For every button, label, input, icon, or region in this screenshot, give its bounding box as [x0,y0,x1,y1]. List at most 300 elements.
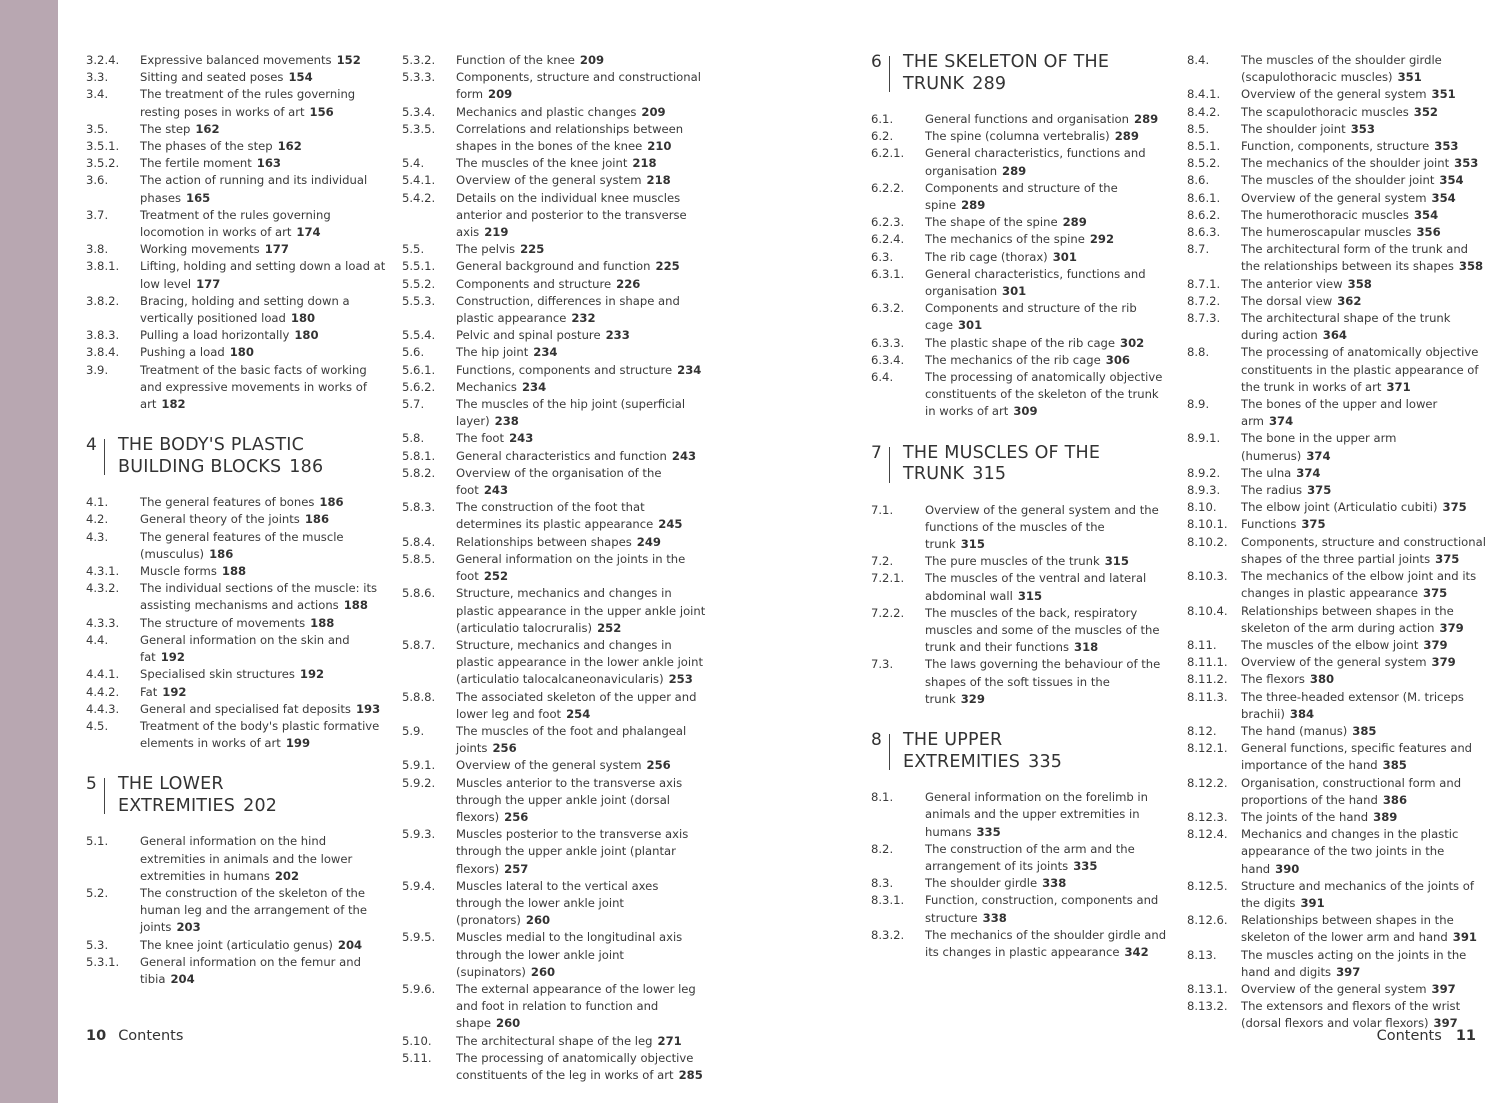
section-title [925,875,1167,892]
section-number: 8.6.3. [1187,225,1221,240]
toc-entry [86,327,386,344]
section-title-text: The step [140,121,191,136]
section-number: 3.8.3. [86,328,120,343]
section-title [456,69,707,103]
toc-entry [871,128,1167,145]
toc-entry [86,701,386,718]
section-title [925,570,1167,604]
section-title [456,155,707,172]
page-number: 358 [1347,276,1372,291]
section-number: 6.3.1. [871,266,905,281]
section-title-text: General information on the forelimb in animals and the upper extremities in humans [925,790,1148,839]
toc-entry [86,563,386,580]
toc-entry [1187,637,1487,654]
section-title-text: Mechanics and plastic changes [456,104,637,119]
section-title-text: The knee joint (articulatio genus) [140,937,333,952]
toc-entry [871,335,1167,352]
section-number: 8.7. [1187,242,1210,257]
section-number: 5.11. [402,1050,432,1065]
section-title [1241,172,1487,189]
page-number: 188 [221,564,247,579]
section-title-text: Muscles posterior to the transverse axis through the upper ankle joint (plantar flexors) [456,827,689,876]
section-number: 5.4.2. [402,190,436,205]
section-title [925,266,1167,300]
page-number: 177 [264,242,289,257]
section-number: 3.3. [86,70,109,85]
page-number: 254 [566,706,591,721]
toc-entry [871,875,1167,892]
section-number: 5.8. [402,431,425,446]
toc-entry [402,689,707,723]
section-title [1241,981,1487,998]
toc-entry [871,214,1167,231]
section-title [925,111,1167,128]
section-title-text: The humerothoracic muscles [1241,207,1409,222]
toc-entry [871,300,1167,334]
section-number: 5.7. [402,397,425,412]
toc-entry [402,637,707,689]
section-number: 8.3.1. [871,893,905,908]
toc-entry [402,1033,707,1050]
toc-entry [871,502,1167,554]
section-title-text: The phases of the step [140,139,273,154]
left-page-number: 10 [86,1028,107,1044]
toc-entry [871,789,1167,841]
section-title-text: General functions, specific features and importance of the hand [1241,741,1473,773]
section-number: 5.9.3. [402,827,436,842]
toc-entry [402,190,707,242]
section-title [1241,912,1487,946]
section-number: 8.10.3. [1187,569,1228,584]
section-number: 8.6. [1187,173,1210,188]
toc-entry [402,430,707,447]
chapter-page: 202 [243,795,278,816]
section-number: 5.8.8. [402,689,436,704]
section-number: 5.10. [402,1033,432,1048]
section-title-text: General characteristics and function [456,448,667,463]
section-number: 5.9.4. [402,878,436,893]
section-title-text: The hip joint [456,345,529,360]
section-title-text: Correlations and relationships between shapes in the bones of the knee [456,121,684,154]
section-title-text: Muscle forms [140,564,217,579]
toc-entry [402,155,707,172]
section-number: 6.3.3. [871,335,905,350]
toc-entry [1187,689,1487,723]
page-number: 386 [1382,792,1408,807]
toc-entry [402,585,707,637]
section-title-text: Overview of the general system [1241,981,1427,996]
section-title [456,981,707,1033]
chapter-heading [86,774,386,817]
section-title [140,615,386,632]
page-number: 193 [355,701,381,716]
section-number: 6.4. [871,370,894,385]
toc-entry [402,1050,707,1084]
section-number: 7.2.2. [871,605,905,620]
section-number: 8.12. [1187,723,1217,738]
page-number: 271 [657,1033,682,1048]
page-number: 385 [1352,723,1377,738]
toc-column-2 [402,52,707,1084]
page-number: 174 [296,225,321,240]
section-number: 8.12.5. [1187,878,1228,893]
toc-entry [86,52,386,69]
section-number: 5.6.1. [402,362,436,377]
chapter-title-text: THE BODY'S PLASTIC BUILDING BLOCKS [118,435,305,477]
section-title-text: The architectural form of the trunk and the relationships between its shapes [1241,242,1469,274]
toc-entry [1187,671,1487,688]
section-title [925,300,1167,334]
toc-entry [86,954,386,988]
page-number: 192 [160,650,185,665]
section-number: 8.13. [1187,947,1217,962]
section-title [456,52,707,69]
section-number: 6.3. [871,249,894,264]
page-number: 289 [1114,129,1139,144]
section-title-text: The individual sections of the muscle: its assisting mechanisms and actions [140,581,378,613]
page-number: 252 [597,620,622,635]
section-title [1241,276,1487,293]
toc-entry [402,981,707,1033]
section-number: 8.5. [1187,121,1210,136]
section-title-text: Treatment of the body's plastic formative elements in works of art [140,718,380,751]
section-number: 5.6.2. [402,379,436,394]
section-number: 5.8.7. [402,637,436,652]
section-title [925,369,1167,421]
section-number: 5.9.1. [402,758,436,773]
page-number: 315 [1104,554,1129,569]
page-number: 182 [161,397,186,412]
section-number: 8.12.4. [1187,827,1228,842]
section-number: 3.8. [86,242,109,257]
toc-column-1 [86,52,386,988]
section-number: 5.5. [402,242,425,257]
page-number: 353 [1350,121,1375,136]
page-number: 238 [494,414,519,429]
toc-entry [402,52,707,69]
toc-entry [1187,310,1487,344]
toc-entry [86,494,386,511]
page-number: 186 [319,495,344,510]
section-title [456,1050,707,1084]
section-title-text: Treatment of the basic facts of working and expressive movements in works of art [140,362,367,412]
toc-entry [1187,52,1487,86]
section-number: 3.9. [86,362,109,377]
page-number: 375 [1423,586,1448,601]
toc-entry [871,145,1167,179]
section-title [925,656,1167,708]
page-number: 379 [1423,637,1448,652]
section-title-text: The muscles of the hip joint (superficial layer) [456,397,686,429]
toc-entry [402,258,707,275]
section-title [140,632,386,666]
page-number: 260 [530,964,556,979]
section-number: 4.3. [86,529,109,544]
section-title-text: General theory of the joints [140,512,300,527]
toc-entry [1187,534,1487,568]
page-number: 374 [1296,465,1321,480]
page-number: 315 [1017,588,1043,603]
toc-entry [86,362,386,414]
section-number: 4.4.3. [86,701,120,716]
section-number: 8.12.6. [1187,913,1228,928]
section-number: 8.11.2. [1187,672,1228,687]
section-title-text: General functions and organisation [925,112,1130,126]
section-title [1241,155,1487,172]
section-title-text: The muscles of the knee joint [456,156,628,171]
section-title-text: The pure muscles of the trunk [925,554,1100,569]
section-title [925,180,1167,214]
toc-entry [402,499,707,533]
page-number: 309 [1013,404,1038,419]
page-number: 225 [520,242,545,257]
page-number: 379 [1439,620,1464,635]
page-number: 234 [533,345,558,360]
page-number: 209 [579,53,605,67]
page-number: 289 [961,198,986,213]
toc-entry [86,684,386,701]
section-number: 4.4.2. [86,684,120,699]
section-title-text: The muscles of the elbow joint [1241,637,1419,652]
section-title-text: The mechanics of the spine [925,232,1085,247]
toc-entry [1187,344,1487,396]
section-title [1241,740,1487,774]
toc-entry [402,929,707,981]
page-number: 192 [299,667,325,682]
section-title [1241,344,1487,396]
page-number: 186 [209,546,234,561]
section-number: 3.4. [86,87,109,102]
section-title [925,553,1167,570]
toc-entry [402,723,707,757]
toc-entry [402,757,707,774]
section-title-text: The three-headed extensor (M. triceps brachii) [1241,689,1464,721]
section-number: 5.5.1. [402,259,436,274]
page-number: 318 [1074,640,1099,655]
page-number: 209 [488,87,513,102]
section-number: 6.2.2. [871,180,905,195]
page-number: 335 [976,824,1001,839]
section-title [1241,809,1487,826]
book-spine-margin [0,0,58,1103]
section-title [1241,482,1487,499]
chapter-title-text: THE SKELETON OF THE TRUNK [903,52,1110,94]
section-number: 6.2.4. [871,232,905,247]
page-number: 260 [525,913,551,928]
section-title-text: The action of running and its individual phases [140,173,368,205]
section-title [140,138,386,155]
section-number: 8.12.2. [1187,775,1228,790]
section-title [1241,293,1487,310]
section-title-text: Fat [140,684,158,699]
section-title [1241,138,1487,155]
section-title [456,258,707,275]
page-number: 385 [1382,758,1407,773]
section-number: 5.3.5. [402,121,436,136]
toc-entry [402,276,707,293]
section-title-text: The mechanics of the shoulder girdle and its changes in plastic appearance [925,927,1167,959]
page-number: 356 [1416,225,1441,240]
section-number: 5.3.4. [402,104,436,119]
section-title-text: Components and structure of the rib cage [925,301,1137,333]
section-number: 8.2. [871,841,894,856]
toc-entry [1187,723,1487,740]
page-number: 257 [504,861,529,876]
section-title [456,293,707,327]
section-title [140,344,386,361]
page-number: 188 [343,598,368,613]
toc-entry [402,878,707,930]
section-title [140,293,386,327]
section-title-text: The muscles of the back, respiratory muscles and some of the muscles of the trunk and their functions [925,605,1160,655]
section-title-text: Pushing a load [140,345,225,360]
toc-entry [1187,947,1487,981]
section-title [1241,723,1487,740]
page-number: 234 [677,362,702,377]
section-title-text: Muscles medial to the longitudinal axis through the lower ankle joint (supinators) [456,930,683,979]
section-title [140,86,386,120]
section-title [1241,465,1487,482]
section-number: 4.3.1. [86,564,120,579]
section-title-text: Overview of the general system [1241,655,1427,670]
right-page-number: 11 [1455,1028,1476,1044]
section-title [140,529,386,563]
toc-entry [1187,499,1487,516]
section-title [456,551,707,585]
section-number: 8.7.2. [1187,293,1221,308]
page-number: 374 [1306,448,1331,463]
toc-entry [86,155,386,172]
section-number: 8.5.1. [1187,139,1221,154]
page-number: 338 [1042,876,1067,891]
page-number: 329 [960,691,985,706]
section-number: 6.3.4. [871,352,905,367]
page-number: 188 [310,615,335,630]
section-title [925,145,1167,179]
page-number: 391 [1452,930,1477,945]
section-title [456,465,707,499]
page-number: 234 [521,379,547,394]
toc-entry [1187,396,1487,430]
section-number: 3.8.2. [86,293,120,308]
section-title-text: Function of the knee [456,53,575,67]
section-title-text: The bones of the upper and lower arm [1241,397,1438,429]
toc-entry [402,551,707,585]
toc-entry [1187,826,1487,878]
section-title [1241,52,1487,86]
section-number: 3.5. [86,121,109,136]
section-title-text: Components and structure of the spine [925,180,1118,213]
section-title-text: The shape of the spine [925,215,1058,230]
chapter-title [118,774,386,817]
section-number: 5.4.1. [402,173,436,188]
toc-entry [86,258,386,292]
section-title [456,379,707,396]
section-number: 8.9.2. [1187,465,1221,480]
chapter-heading [871,730,1167,773]
chapter-number: 4 [86,435,118,456]
page-number: 375 [1442,500,1467,515]
section-title-text: General characteristics, functions and organisation [925,146,1146,178]
section-number: 8.13.2. [1187,999,1228,1014]
section-number: 3.6. [86,173,109,188]
section-title [925,605,1167,657]
section-title-text: The muscles acting on the joints in the hand and digits [1241,947,1467,979]
section-title-text: Structure, mechanics and changes in plastic appearance in the lower ankle joint (articulatio talocalcaneonavicularis) [456,637,704,687]
section-title-text: The rib cage (thorax) [925,249,1048,264]
section-title-text: The fertile moment [140,156,252,171]
page-number: 245 [658,517,683,532]
section-title [456,775,707,827]
section-title-text: The muscles of the ventral and lateral abdominal wall [925,571,1147,603]
chapter-title-text: THE LOWER EXTREMITIES [118,774,236,816]
section-number: 8.4. [1187,53,1210,67]
page-number: 256 [504,809,529,824]
section-title [140,666,386,683]
section-title-text: The processing of anatomically objective constituents of the skeleton of the trunk in works of art [925,370,1163,419]
section-title-text: Components and structure [456,276,612,291]
page-number: 180 [294,328,319,343]
page-number: 256 [492,741,517,756]
toc-entry [402,172,707,189]
toc-entry [402,69,707,103]
page-number: 384 [1289,706,1315,721]
section-number: 8.9. [1187,397,1210,412]
section-title-text: The mechanics of the rib cage [925,352,1101,367]
toc-entry [86,207,386,241]
section-title [456,448,707,465]
section-title [140,494,386,511]
section-title-text: Structure, mechanics and changes in plastic appearance in the upper ankle joint (articulatio talocruralis) [456,586,706,635]
chapter-page: 186 [289,456,324,477]
page-number: 243 [483,483,509,498]
section-title-text: Expressive balanced movements [140,53,332,67]
section-title-text: General information on the hind extremities in animals and the lower extremities in humans [140,834,353,883]
chapter-page: 315 [972,464,1007,485]
chapter-title [903,443,1167,486]
section-title-text: Mechanics and changes in the plastic appearance of the two joints in the hand [1241,827,1459,876]
section-title [140,172,386,206]
chapter-title-text: THE MUSCLES OF THE TRUNK [903,442,1101,485]
page-number: 335 [1073,858,1098,873]
section-title [140,937,386,954]
section-title-text: Components, structure and constructional form [456,70,701,102]
toc-entry [1187,224,1487,241]
page-number: 219 [484,225,509,240]
toc-entry [86,937,386,954]
section-title [456,241,707,258]
section-title-text: The external appearance of the lower leg and foot in relation to function and shape [456,981,696,1031]
section-title [456,327,707,344]
section-title-text: General background and function [456,259,651,274]
section-number: 6.2.1. [871,146,905,161]
toc-entry [402,826,707,878]
section-title-text: The elbow joint (Articulatio cubiti) [1241,500,1438,515]
section-title [140,954,386,988]
section-title [140,563,386,580]
toc-entry [871,553,1167,570]
section-title [456,585,707,637]
section-title-text: The extensors and flexors of the wrist (dorsal flexors and volar flexors) [1241,999,1461,1031]
page-number: 177 [196,276,221,291]
chapter-title-text: THE UPPER EXTREMITIES [903,730,1021,772]
section-title [1241,878,1487,912]
toc-entry [1187,912,1487,946]
section-number: 4.2. [86,512,109,527]
toc-entry [402,362,707,379]
page-number: 156 [309,104,334,119]
toc-entry [86,615,386,632]
